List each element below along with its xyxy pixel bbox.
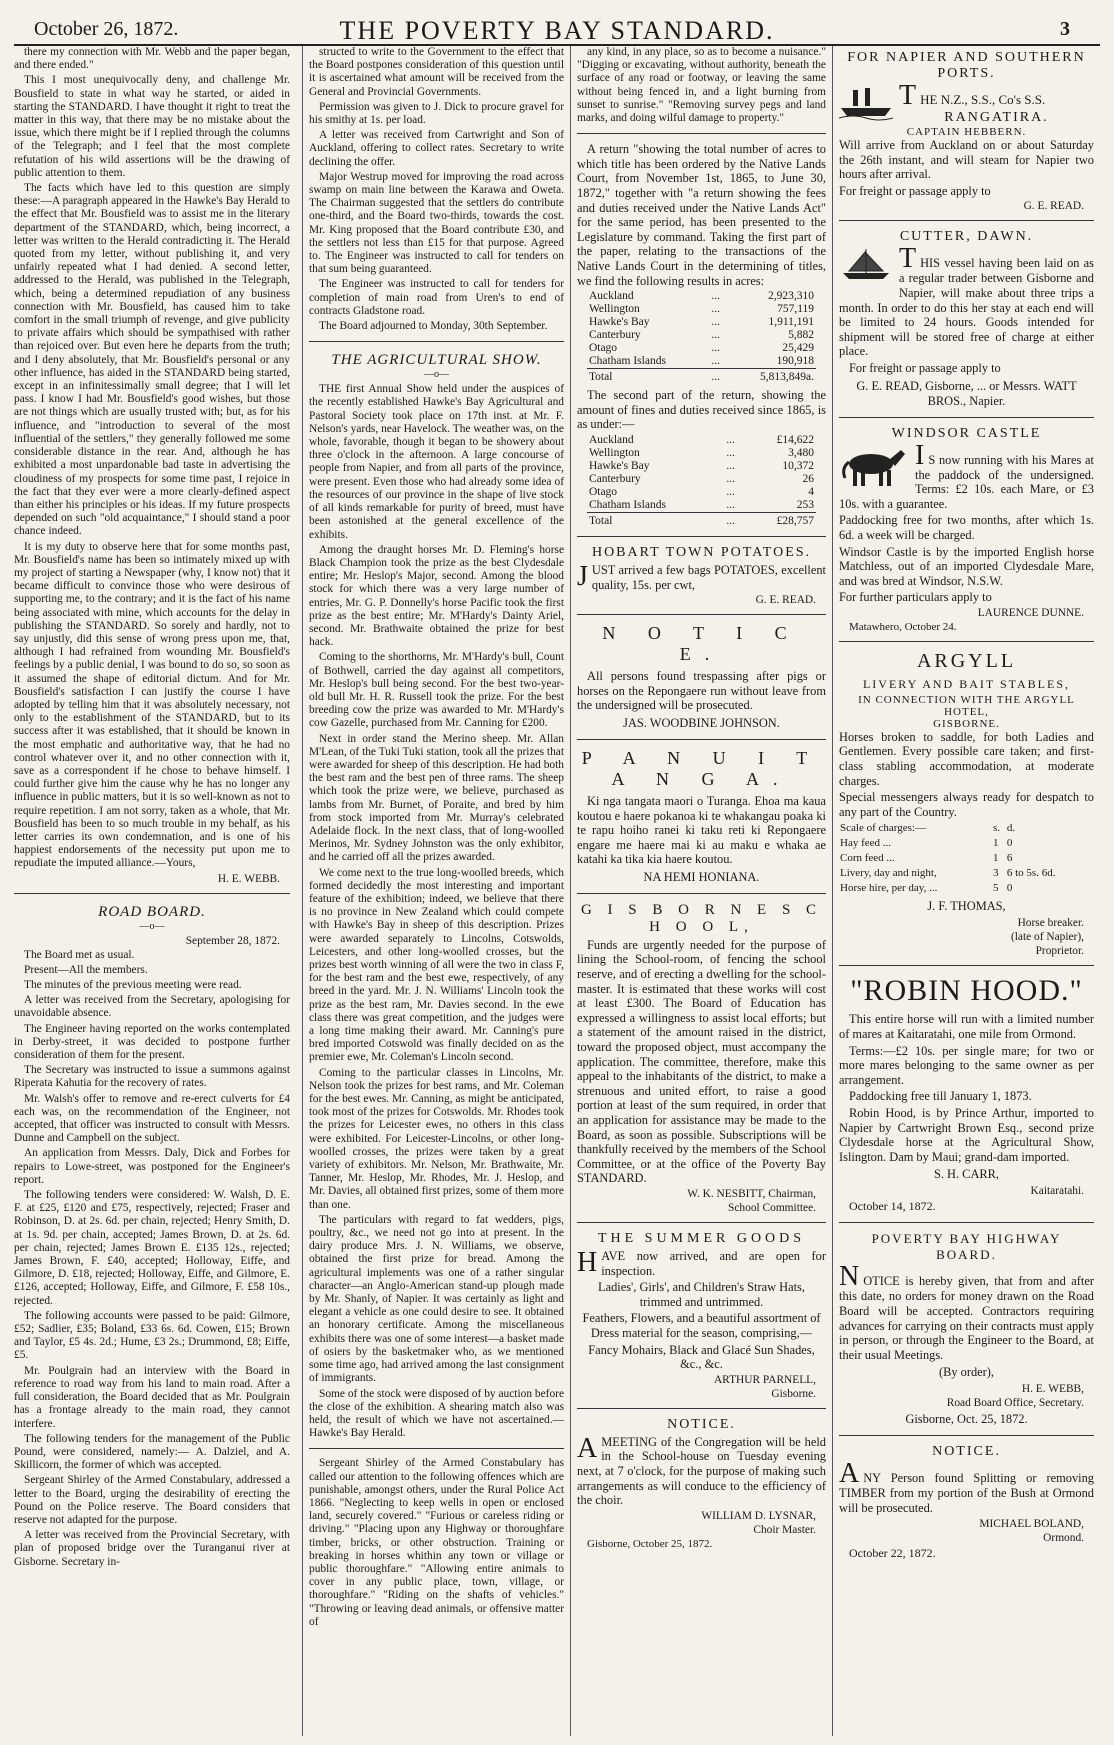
argyll-signature: (late of Napier), — [1010, 931, 1084, 944]
show-paragraph: Some of the stock were disposed of by auction before the close of the exhibition. A shearing match also was held, the result of which we have not ascertained.—Hawke's Bay Herald. — [309, 1387, 564, 1440]
divider — [839, 417, 1094, 418]
bush-notice-text — [839, 1458, 1094, 1515]
province-cell: Chatham Islands — [588, 498, 666, 511]
heading-rule: —o— — [424, 369, 449, 381]
native-lands-paragraph: The second part of the return, showing the amount of fines and duties received since 1865, is as under:— — [577, 388, 826, 432]
province-cell: Chatham Islands — [588, 355, 666, 368]
divider — [839, 220, 1094, 221]
robin-hood-date: October 14, 1872. — [849, 1199, 936, 1214]
summer-goods-line: Feathers, Flowers, and a beautiful assortment of Dress material for the season, comprising,— — [582, 1311, 821, 1340]
province-cell: Wellington — [588, 303, 640, 316]
value-cell: 190,918 — [776, 355, 815, 368]
ad-text: HIS vessel having been laid on as a regular trader between Gisborne and Napier, will make about three trips a month. In order to do this her stay at each end will be limited to 24 hours. Goods intended for shipment will be stored free of charge at either place. — [839, 256, 1094, 359]
road-board-paragraph: A letter was received from the Secretary, apologising for unavoidable absence. — [14, 994, 290, 1020]
ad-text: UST arrived a few bags POTATOES, excellent quality, 15s. per cwt, — [591, 562, 826, 592]
show-paragraph: Coming to the particular classes in Lincolns, Mr. Nelson took the prizes for best rams, and Mr. Coleman for the best ewes. Mr. Canning, as might be anticipated, took most of the prizes for Cotswolds. Mr. Rhodes took the prizes for Leicester ewes, no others in this class were exhibited. For Leicester-Lincolns, or other long-woolled crosses, the prizes were taken by a great variety of exhibitors. Mr. Nelson, Mr. Brathwaite, Mr. Tanner, Mr. Heslop, Mr. Rhodes, Mr. J. Heslop, and Mr. Davies, all obtained first prizes, some of them more than one. — [309, 1066, 564, 1211]
charge-pence: 6 — [1006, 852, 1013, 865]
column-1 — [14, 46, 296, 1736]
value-cell: 3,480 — [788, 446, 815, 459]
summer-goods-line: Ladies', Girls', and Children's Straw Hats, trimmed and untrimmed. — [598, 1280, 805, 1309]
cutter-dawn-heading: CUTTER, DAWN. — [899, 229, 1034, 245]
ship-name: RANGATIRA. — [944, 110, 1049, 125]
bush-notice-signature: Ormond. — [1043, 1531, 1084, 1544]
highway-board-text — [839, 1261, 1094, 1362]
table-row: Otago ... 25,429 — [588, 342, 815, 355]
panuitanga-signature: NA HEMI HONIANA. — [643, 869, 760, 884]
province-cell: Canterbury — [588, 329, 641, 342]
ad-text: AVE now arrived, and are open for inspection. — [601, 1248, 826, 1278]
charge-item: Corn feed ... — [840, 852, 895, 865]
choir-notice-date: Gisborne, October 25, 1872. — [587, 1537, 713, 1550]
robin-hood-signature: S. H. CARR, — [933, 1167, 1000, 1182]
letter-paragraph: This I most unequivocally deny, and challenge Mr. Bousfield to state in what way he started, or aided in starting the STANDARD. I have thought it right to treat the matter in this way, that there may be no mistake about the issue, which there might be if I replied through the columns of the Telegraph; and I feel that the most complete refutation of his wild assertions will be the drawing of public attention to them. — [14, 74, 290, 179]
value-cell: 26 — [802, 472, 815, 485]
road-board-paragraph: The Engineer having reported on the works contemplated in Derby-street, it was decided to postpone further consideration of them for the present. — [14, 1022, 290, 1062]
road-board-continued: A letter was received from Cartwright and Son of Auckland, offering to collect rates. Secretary to write declining the offer. — [309, 129, 564, 168]
argyll-signature: J. F. THOMAS, — [927, 899, 1006, 914]
show-paragraph: We come next to the true long-woolled breeds, which formed decidedly the most interesting and important feature of the exhibition; indeed, we believe that there is no province in New Zealand which could compete with Hawke's Bay in sheep of this description. Prizes were awarded separately to Lincolns, Cotswolds, Leicesters, and other long-woolled crosses, but the prizes best worth winning of all were the two in class F, for the best ram and the best ewe, respectively, of any breed in the yard. Mr. J. N. Williams' Lincoln took the prize as the best ram, Mr. Davies second. In the ewe class there was great competition, and the judges were a long time making their award. Mr. Canning's pure bred imported Cotswold was finally decided on as the premier ewe, Mr. Coleman's Lincoln second. — [309, 866, 564, 1064]
road-board-continued: The Engineer was instructed to call for tenders for completion of main road from Uren's to end of contracts Gladstone road. — [309, 278, 564, 317]
road-board-paragraph: The following tenders were considered: W. Walsh, D. E. F. at £25, £120 and £75, respectively, rejected; Fraser and Robinson, D. at 2s. 6d. per chain, rejected; Henry Smith, D. at 1s. 9d. per chain, accepted; James Brown, D. at 2s. 6d. per chain, rejected; James Brown E. £135 12s., rejected; James Brown, F. £40, accepted; Holloway, Eiffe, and Gilmore, D. £18, rejected; Holloway, Eiffe, and Gilmore, E. £126, accepted; Holloway, Eiffe, and Gilmore, F. £58 10s., rejected. — [14, 1189, 290, 1307]
total-label: Total — [587, 512, 724, 528]
letter-paragraph: The facts which have led to this question are simply these:—A paragraph appeared in the Hawke's Bay Herald to the effect that Mr. Bousfield was to assist me in the literary department of the STANDARD, which, being incorrect, a letter was written to the Herald contradicting it. The Herald quoted from my letter, without publishing it, and very unfairly repeated what I had denied. A second letter, addressed to the Herald, was published in the Telegraph, which, being a determined repudiation of any business connection with Mr. Bousfield, has caused him to take comfort in the small triumph of revenge, and give publicity to private affairs which should be sympathised with rather than rejoiced over. But even here he departs from the truth; and I deny absolutely, that Mr. Bousfield's personal or any other influence, has aided in the STANDARD being started, except in an infinitessimally small degree; that I will let pass. I know I had Mr. Bousfield's good wishes, but those are not things which are usually trusted with; but, as for his influence, and "introduction to several of the most influential of the settlers," they generally followed me some considerable distance in the rear. And, although he has exhibited a most unpardonable bad taste in advertising the cloudiness of my prospects for some time past, I rejoice in the fact that they ever were a more clearly-defined aspect than either his principles or his ideas. If my future prospects depended on such "old acquaintance," I should stand a poor chance indeed. — [14, 182, 290, 538]
native-lands-paragraph: A return "showing the total number of acres to which title has been ordered by the Native Lands Court, from November 1st, 1865, to June 30, 1872," together with "a return showing the fees and duties received under the Native Lands Act" for the same period, has been presented to the Legislature by command. Taking the first part of the paper, relating to the transactions of the Native Lands Court in the determining of titles, we find the following results in acres: — [577, 142, 826, 288]
table-row: Canterbury ... 5,882 — [588, 329, 815, 342]
province-cell: Wellington — [588, 446, 640, 459]
newspaper-title: THE POVERTY BAY STANDARD. — [339, 16, 775, 45]
bush-notice-date: October 22, 1872. — [849, 1545, 936, 1560]
table-row: Hawke's Bay ... 1,911,191 — [588, 316, 815, 329]
notice-signature: JAS. WOODBINE JOHNSON. — [623, 715, 780, 730]
cutter-dawn-signature: G. E. READ, Gisborne, ... or Messrs. WATT BROS., Napier. — [856, 378, 1077, 408]
bush-notice-heading: NOTICE. — [932, 1444, 1001, 1460]
province-cell: Canterbury — [588, 472, 641, 485]
bush-notice-signature: MICHAEL BOLAND, — [979, 1517, 1084, 1530]
panuitanga-text: Ki nga tangata maori o Turanga. Ehoa ma kaua koutou e haere pokanoa ki te whakangau poaka ki te rapu hoiho ranei ki taku reti ki Repongaere engare me haere mai ki au maku e whaka ae katahi ka tika kia haere koutou. — [577, 793, 826, 867]
charge-shillings: 1 — [992, 837, 999, 850]
heading-rule: —o— — [139, 920, 165, 932]
road-board-paragraph: The Secretary was instructed to issue a summons against Riperata Kahutia for the recovery of rates. — [14, 1064, 290, 1090]
divider — [839, 1435, 1094, 1436]
total-value: 5,813,849a. — [728, 369, 816, 385]
horse-icon — [839, 444, 909, 488]
divider — [577, 1408, 826, 1409]
total-value: £28,757 — [746, 512, 816, 528]
column-2 — [302, 46, 570, 1736]
charge-pence: 0 — [1006, 882, 1013, 895]
divider — [577, 1222, 826, 1223]
road-board-paragraph: The minutes of the previous meeting were read. — [24, 979, 242, 991]
windsor-castle-signature: LAURENCE DUNNE. — [977, 606, 1084, 619]
masthead — [14, 10, 1100, 46]
freight-line: For freight or passage apply to — [839, 183, 991, 198]
ad-text: NY Person found Splitting or removing TIMBER from my portion of the Bush at Ormond will be prosecuted. — [839, 1471, 1094, 1515]
divider — [577, 893, 826, 894]
road-board-continued: The Board adjourned to Monday, 30th September. — [319, 320, 548, 333]
issue-date: October 26, 1872. — [34, 18, 179, 40]
road-board-heading: ROAD BOARD. — [98, 903, 206, 920]
divider — [14, 893, 290, 894]
windsor-castle-paragraph: For further particulars apply to — [839, 590, 992, 605]
table-row — [839, 821, 1084, 836]
argyll-subheading: IN CONNECTION WITH THE ARGYLL HOTEL, — [858, 693, 1075, 718]
napier-ports-text: Will arrive from Auckland on or about Saturday the 26th instant, and will steam for Napier two hours after arrival. — [839, 138, 1094, 182]
choir-notice-text — [577, 1432, 826, 1508]
ad-signature: G. E. READ. — [1023, 200, 1084, 213]
table-row — [839, 866, 1084, 881]
school-signature: School Committee. — [728, 1201, 816, 1214]
highway-board-date: Gisborne, Oct. 25, 1872. — [905, 1412, 1028, 1427]
school-text: Funds are urgently needed for the purpose of lining the School-room, of fencing the school reserve, and of erecting a dwelling for the school-master. It is estimated that these works will cost at least £300. The Board of Education has expressed a willingness to assist local efforts; but a statement of the amount raised in the district, toward the proposed object, must accompany the application. The committee, therefore, make this appeal to the inhabitants of the district, to make a strenuous and united effort, to raise a good portion at least of the sum required, in order that an application for assistance may be made to the Board, as soon as possible. Subscriptions will be thankfully received by the members of the School Committee, or at the office of the Poverty Bay STANDARD. — [577, 937, 826, 1186]
value-cell: 253 — [796, 498, 815, 511]
value-cell: £14,622 — [776, 433, 815, 446]
steamship-icon — [839, 84, 893, 122]
letter-signature: H. E. WEBB. — [217, 872, 280, 885]
police-act-continued: any kind, in any place, so as to become a nuisance." "Digging or excavating, without authority, beneath the surface of any road or footway, or leaving the same without being fenced in, and a light burning from sunset to sunrise." "Removing survey pegs and land marks, and doing wilful damage to property." — [577, 46, 826, 125]
value-cell: 2,923,310 — [768, 290, 815, 303]
freight-line: For freight or passage apply to — [849, 360, 1001, 375]
charge-shillings: 5 — [992, 882, 999, 895]
robin-hood-signature: Kaitaratahi. — [1030, 1185, 1084, 1198]
divider — [577, 536, 826, 537]
robin-hood-paragraph: Terms:—£2 10s. per single mare; for two or more mares belonging to the same owner as per arrangement. — [839, 1043, 1094, 1087]
summer-goods-signature: Gisborne. — [771, 1387, 816, 1400]
divider — [309, 1448, 564, 1449]
drop-cap: J — [577, 560, 588, 592]
charge-item: Livery, day and night, — [840, 867, 937, 880]
ad-signature: G. E. READ. — [755, 594, 816, 607]
robin-hood-paragraph: This entire horse will run with a limited number of mares at Kaitaratahi, one mile from Ormond. — [839, 1012, 1094, 1042]
table-row: Chatham Islands ... 190,918 — [588, 355, 815, 368]
table-row: Wellington ... 757,119 — [588, 303, 815, 316]
highway-board-heading: POVERTY BAY HIGHWAY BOARD. — [871, 1231, 1062, 1263]
unit-header: d. — [1006, 822, 1016, 835]
road-board-paragraph: Present—All the members. — [24, 963, 148, 976]
argyll-paragraph: Special messengers always ready for despatch to any part of the Country. — [839, 790, 1094, 819]
napier-ports-ad — [839, 84, 1094, 126]
road-board-paragraph: Sergeant Shirley of the Armed Constabulary, addressed a letter to the Board, urging the desirability of erecting the Pound on the Police reserve. The Board considers that reserve not adapted for the purpose. — [14, 1474, 290, 1526]
windsor-castle-paragraph: Windsor Castle is by the imported English horse Matchless, out of an imported Clydesdale Mare, and was bred at Windsor, N.S.W. — [839, 544, 1094, 588]
road-board-paragraph: Mr. Walsh's offer to remove and re-erect culverts for £4 each was, on the recommendation of the Engineer, not accepted, that officer was instructed to consult with Messrs. Dunne and Campbell on the subject. — [14, 1092, 290, 1145]
column-3 — [570, 46, 832, 1736]
divider — [839, 1222, 1094, 1223]
argyll-subheading: GISBORNE. — [933, 717, 1000, 730]
province-cell: Hawke's Bay — [588, 459, 650, 472]
hobart-potatoes-text — [577, 560, 826, 592]
table-total-row: Total ... £28,757 — [587, 512, 816, 528]
value-cell: 4 — [808, 485, 815, 498]
highway-board-signature: Road Board Office, Secretary. — [946, 1397, 1084, 1410]
show-paragraph: Coming to the shorthorns, Mr. M'Hardy's bull, Count of Bothwell, carried the day against all competitors, Mr. Heslop's bull being second. For the best two-year-old bull Mr. H. R. Russell took the prize. For the best breeding cow the prize was awarded to Mr. M'Hardy's cow Gazelle, purchased from Mr. Canning for £200. — [309, 651, 564, 730]
province-cell: Otago — [588, 342, 618, 355]
acres-table — [587, 290, 816, 384]
show-paragraph: Among the draught horses Mr. D. Fleming's horse Black Champion took the prize as the best Clydesdale entire; Mr. Heslop's Major, second. Among the blood stock for which there was a very large number of entries, Mr. G. P. Donnelly's horse Pacific took the first prize as the best entire; Mr. M'Hardy's Dainty Ariel, second. Mr. Brathwaite obtained the prize for best hack. — [309, 543, 564, 649]
argyll-signature: Horse breaker. — [1017, 917, 1084, 930]
table-row: Auckland ... 2,923,310 — [588, 290, 815, 303]
highway-board-order: (By order), — [938, 1365, 995, 1380]
divider — [577, 133, 826, 134]
drop-cap: A — [839, 1458, 860, 1490]
table-row: Canterbury ... 26 — [588, 472, 815, 485]
table-row — [839, 881, 1084, 896]
divider — [839, 641, 1094, 642]
road-board-paragraph: A letter was received from the Provincial Secretary, with plan of proposed bridge over the Turanganui river at Gisborne. Secretary in- — [14, 1529, 290, 1568]
divider — [577, 739, 826, 740]
province-cell: Auckland — [588, 290, 634, 303]
ad-text: S now running with his Mares at the paddock of the undersigned. Terms: £2 10s. each Mare, or £3 10s. with a guarantee. — [839, 452, 1094, 511]
choir-notice-signature: Choir Master. — [753, 1523, 816, 1536]
notice-heading: N O T I C E. — [602, 623, 801, 665]
argyll-charges-table — [839, 821, 1084, 896]
notice-text: All persons found trespassing after pigs or horses on the Repongaere run without leave from the undersigned will be prosecuted. — [577, 669, 826, 713]
road-board-paragraph: Mr. Poulgrain had an interview with the Board in reference to road way from his land to main road. After a full consideration, the Board decided that as Mr. Poulgrain has a frontage already to the main road, they cannot interfere. — [14, 1364, 290, 1430]
road-board-continued: Major Westrup moved for improving the road across swamp on main line between the Karawa and Oweta. The Chairman suggested that the settlers do contribute one-third, and the Board two-thirds, towards the cost. Mr. King proposed that the Board contribute £30, and the settlers not less than £15 for that purpose. Agreed to. The Engineer was instructed to call for tenders on that sum being guaranteed. — [309, 170, 564, 276]
drop-cap: T — [899, 84, 917, 111]
show-paragraph: Next in order stand the Merino sheep. Mr. Allan M'Lean, of the Tuki Tuki station, took all the prizes that were awarded for sheep of this description. He had both the best ram and the best pen of three rams. The sheep which took the prize were, we believe, purchased as lambs from Mr. Burnet, of Poraite, and bred by him from stock imported from Mr. Murray's celebrated Adelaide flock. In the next class, that of long-woolled Merinos, Mr. Sydney Johnston was the only exhibitor, and he carried off all the prizes awarded. — [309, 732, 564, 864]
windsor-castle-heading: WINDSOR CASTLE — [891, 425, 1042, 441]
value-cell: 757,119 — [777, 303, 815, 316]
divider — [839, 965, 1094, 966]
road-board-paragraph: The following tenders for the management of the Public Pound, were considered, namely:— A. Dalziel, and A. Skillicorn, the former of which was accepted. — [14, 1432, 290, 1472]
road-board-paragraph: The Board met as usual. — [24, 948, 135, 961]
value-cell: 1,911,191 — [768, 316, 815, 329]
charge-shillings: 1 — [992, 852, 999, 865]
school-signature: W. K. NESBITT, Chairman, — [687, 1187, 816, 1200]
robin-hood-paragraph: Robin Hood, is by Prince Arthur, imported to Napier by Cartwright Brown Esq., second prize Clydesdale horse at the Agricultural Show, Islington. Dam by Maui; grand-dam imported. — [839, 1106, 1094, 1164]
highway-board-signature: H. E. WEBB, — [1021, 1383, 1084, 1396]
summer-goods-text — [577, 1246, 826, 1278]
table-row: Chatham Islands ... 253 — [588, 498, 815, 511]
table-row: Wellington ... 3,480 — [588, 446, 815, 459]
fees-table — [587, 434, 816, 528]
road-board-date: September 28, 1872. — [185, 934, 280, 947]
province-cell: Otago — [588, 485, 618, 498]
robin-hood-paragraph: Paddocking free till January 1, 1873. — [849, 1089, 1032, 1104]
captain-name: CAPTAIN HEBBERN. — [906, 126, 1027, 138]
table-row: Hawke's Bay ... 10,372 — [588, 459, 815, 472]
napier-ports-heading: FOR NAPIER AND SOUTHERN PORTS. — [847, 50, 1086, 81]
summer-goods-heading: THE SUMMER GOODS — [597, 1230, 806, 1246]
drop-cap: H — [577, 1246, 598, 1278]
drop-cap: A — [577, 1432, 598, 1464]
scale-label: Scale of charges:— — [840, 822, 926, 835]
argyll-subheading: LIVERY AND BAIT STABLES, — [862, 676, 1071, 691]
page-number: 3 — [1060, 18, 1070, 40]
choir-notice-heading: NOTICE. — [667, 1416, 736, 1432]
police-act-paragraph: Sergeant Shirley of the Armed Constabulary has called our attention to the following offences which are punishable, amongst others, under the Rural Police Act 1866. "Neglecting to keep wells in open or enclosed land, securely covered." "Furious or careless riding or driving." "Placing upon any Highway or thoroughfare timber, bricks, or other obstruction. Training or breaking in horses whithin any town or village or public thoroughfare." "Allowing entire animals to cover in any public place, town, village, or thoroughfare." "Riding on the shafts of vehicles." "Throwing or leaving dead animals, or offensive matter of — [309, 1457, 564, 1628]
argyll-signature: Proprietor. — [1035, 945, 1084, 958]
road-board-continued: Permission was given to J. Dick to procure gravel for his smithy at 1s. per load. — [309, 100, 564, 127]
charge-pence: 0 — [1006, 837, 1013, 850]
drop-cap: N — [839, 1261, 860, 1293]
choir-notice-signature: WILLIAM D. LYSNAR, — [701, 1509, 816, 1522]
agricultural-show-heading: THE AGRICULTURAL SHOW. — [331, 352, 542, 369]
table-total-row: Total ... 5,813,849a. — [587, 369, 816, 385]
charge-item: Hay feed ... — [840, 837, 892, 850]
show-paragraph: The particulars with regard to fat wedders, pigs, poultry, &c., we need not go into at present. In the dairy produce Mrs. J. N. Williams, we observe, obtained the first prize for bread. Among the agricultural implements was one of a rather singular character—an Anglo-American stand-up plough made by Mr. Shanly, of Napier. It was certainly as light and elegant a vehicle as one could desire to see. It obtained an honorary certificate. Among the miscellaneous exhibits there was one of some interest—a basket made of osiers by the basketmaker who, as we mentioned some time ago, had arrived among the last consignment of immigrants. — [309, 1213, 564, 1385]
summer-goods-line: Fancy Mohairs, Black and Glacé Sun Shades, &c., &c. — [588, 1342, 815, 1372]
robin-hood-heading: "ROBIN HOOD." — [850, 974, 1083, 1008]
road-board-paragraph: An application from Messrs. Daly, Dick and Forbes for repairs to Lowe-street, was postponed for the Engineer's report. — [14, 1147, 290, 1186]
road-board-paragraph: The following accounts were passed to be paid: Gilmore, £52; Sadlier, £35; Boland, £33 6s. 6d. Cowen, £15; Brown and Taylor, £5 4s. 2d.; Hume, £3 2s.; Drummond, £8; Eiffe, £5. — [14, 1309, 290, 1362]
hobart-potatoes-heading: HOBART TOWN POTATOES. — [591, 544, 812, 560]
table-row: Auckland ... £14,622 — [588, 433, 815, 446]
value-cell: 10,372 — [782, 459, 815, 472]
drop-cap: I — [915, 439, 925, 471]
drop-cap: T — [899, 243, 917, 275]
divider — [309, 341, 564, 342]
argyll-heading: ARGYLL — [916, 649, 1017, 672]
columns — [14, 46, 1100, 1736]
letter-paragraph: there my connection with Mr. Webb and the paper began, and there ended." — [14, 46, 290, 72]
province-cell: Hawke's Bay — [588, 316, 650, 329]
letter-paragraph: It is my duty to observe here that for some months past, Mr. Bousfield's name has been so intimately mixed up with my project of starting a Newspaper (why, I know not) that it became difficult to convince those who were desirous of supporting me, to the contrary; and it is the fact of his name being associated with mine, which accounts for the delay in publishing the STANDARD. So sorely and hardly, not to say unjustly, did this sense of wrong press upon me, that, although I had refrained from wounding Mr. Bousfield's feelings by a public denial, I was bound to do so, so soon as it assumed the shape of editorial dictum. And for Mr. Bousfield's satisfaction I can justify the course I have adopted by telling him that it was absolutely necessary, not only to the establishment of the STANDARD, but to its success after it was established, that it should be known in the most emphatic and authoritative way, that he had no control whatever over it, and no other connection with it, save as a correspondent if he chose to behave himself. I could further give him the cause why he has no longer any influence in public matters, but it is so well-known as not to require repetition. I am not sorry, taken as a whole, that Mr. Bousfield has been to so much trouble in my behalf, as his letter carries its own condemnation, and is one of his happiest endorsements of the necessity put upon me to repudiate the imputed alliance.—Yours, — [14, 540, 290, 870]
table-row — [839, 836, 1084, 851]
divider — [577, 614, 826, 615]
ad-text: HE N.Z., S.S., Co's S.S. — [920, 92, 1046, 107]
value-cell: 25,429 — [782, 342, 815, 355]
unit-header: s. — [992, 822, 1000, 835]
value-cell: 5,882 — [788, 329, 815, 342]
panuitanga-heading: P A N U I T A N G A. — [581, 747, 822, 789]
ad-text: MEETING of the Congregation will be held in the School-house on Tuesday evening next, at 7 o'clock, for the purpose of making such arrangements as will conduce to the efficiency of the choir. — [577, 1434, 826, 1508]
show-paragraph: THE first Annual Show held under the auspices of the recently established Hawke's Bay Agricultural and Pastoral Society took place on 17th inst. at Mr. F. Nelson's yards, near Havelock. The weather was, on the whole, favorable, though it began to be showery about three o'clock in the afternoon. A large concourse of people from Napier, and from all parts of the province, were present. Even those who had already some idea of the resources of our province in the shape of live stock of all kinds remarkable for purity of breed, must have been astonished at the general excellence of the exhibits. — [309, 383, 564, 541]
table-row: Otago ... 4 — [588, 485, 815, 498]
total-label: Total — [587, 369, 709, 385]
windsor-castle-paragraph: Paddocking free for two months, after which 1s. 6d. a week will be charged. — [839, 513, 1094, 542]
column-4 — [832, 46, 1100, 1736]
summer-goods-signature: ARTHUR PARNELL, — [713, 1373, 816, 1386]
argyll-paragraph: Horses broken to saddle, for both Ladies and Gentlemen. Every possible care taken; and first-class stabling accommodation, at moderate charges. — [839, 729, 1094, 788]
table-row — [839, 851, 1084, 866]
windsor-castle-place: Matawhero, October 24. — [849, 620, 957, 633]
province-cell: Auckland — [588, 433, 634, 446]
charge-item: Horse hire, per day, ... — [840, 882, 938, 895]
sailing-ship-icon — [839, 247, 893, 285]
ad-text: OTICE is hereby given, that from and after this date, no orders for money drawn on the Road Board will be accepted. Contractors requiring advances for carrying on their contracts must apply in person, or through the Engineer to the Board, at their usual Meetings. — [839, 1274, 1094, 1362]
school-heading: G I S B O R N E S C H O O L, — [580, 901, 823, 935]
road-board-continued: structed to write to the Government to the effect that the Board postpones consideration of this question until it is ascertained what amount will be received from the General and Provincial Governments. — [309, 46, 564, 98]
charge-pence: 6 to 5s. 6d. — [1006, 867, 1056, 880]
charge-shillings: 3 — [992, 867, 999, 880]
